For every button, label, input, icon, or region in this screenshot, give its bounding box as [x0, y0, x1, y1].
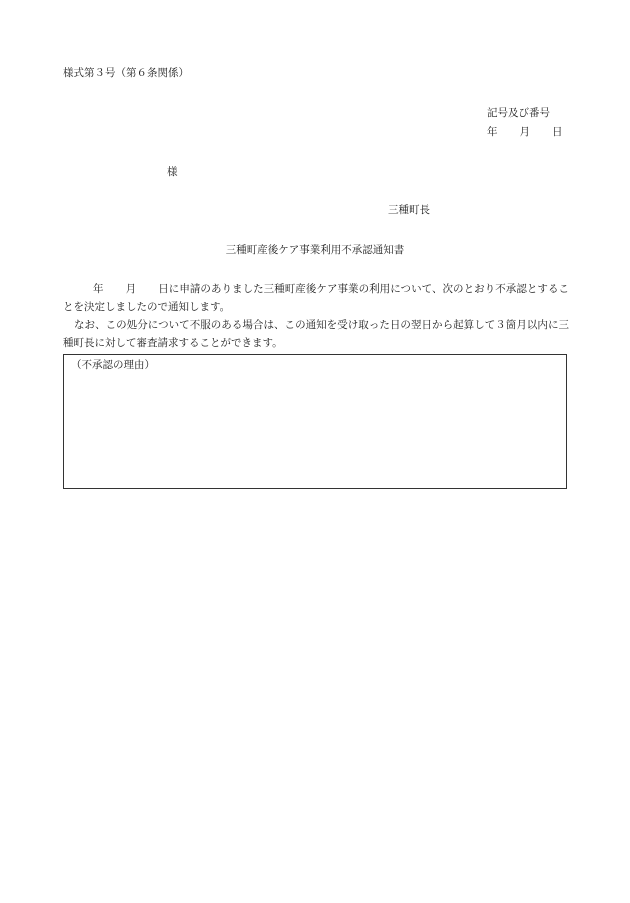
date-year-label: 年 — [487, 126, 498, 138]
document-title: 三種町産後ケア事業利用不承認通知書 — [225, 244, 405, 256]
form-number: 様式第３号（第６条関係） — [63, 67, 189, 79]
date-day-label: 日 — [552, 126, 563, 138]
application-month-label: 月 — [125, 283, 137, 295]
application-year-label: 年 — [93, 283, 104, 295]
rejection-reason-label: （不承認の理由） — [71, 359, 155, 371]
date-month-label: 月 — [519, 126, 530, 138]
issuer-name: 三種町長 — [388, 204, 430, 216]
addressee-honorific: 様 — [167, 166, 178, 178]
body-text — [63, 280, 569, 352]
rejection-reason-box — [63, 354, 567, 489]
appeal-paragraph: なお、この処分について不服のある場合は、この通知を受け取った日の翌日から起算して３箇月以内に三種町長に対して審査請求することができます。 — [63, 319, 569, 349]
notice-text: 日に申請のありました三種町産後ケア事業の利用について、次のとおり不承認とすることを決定しましたので通知します。 — [63, 283, 569, 313]
notice-paragraph — [63, 280, 569, 316]
issue-date — [487, 125, 563, 139]
reference-number-label: 記号及び番号 — [487, 107, 550, 119]
